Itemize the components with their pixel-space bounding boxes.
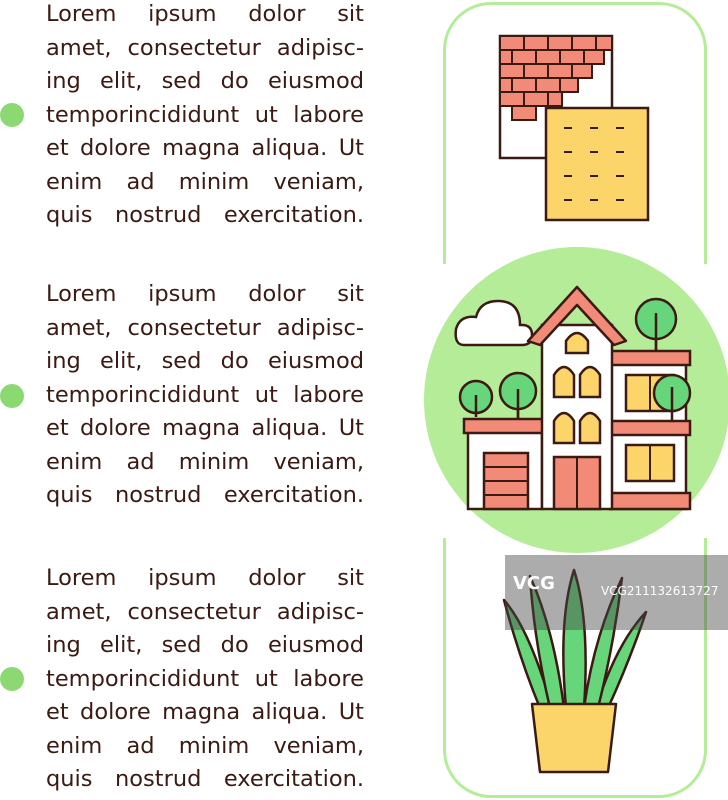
text-line: et dolore magna aliqua. Ut [46, 135, 364, 161]
text-line: enim ad minim veniam, [46, 448, 364, 475]
text-line: ing elit, sed do eiusmod [46, 632, 364, 658]
watermark-logo: VCG [513, 573, 555, 594]
text-block-1 [46, 0, 364, 233]
text-block-3 [46, 562, 364, 797]
text-line: et dolore magna aliqua. Ut [46, 699, 364, 725]
bullet-dot [0, 103, 24, 127]
bullet-dot [0, 384, 24, 408]
brick-wall-and-plaster-icon [440, 0, 710, 260]
house-with-trees-icon [420, 245, 728, 555]
text-line: Lorem ipsum dolor sit [46, 565, 364, 591]
text-line: amet, consectetur adipisc- [46, 598, 364, 625]
text-line: temporincididunt ut labore [46, 101, 364, 128]
text-line: quis nostrud exercitation. [46, 482, 364, 508]
text-line: et dolore magna aliqua. Ut [46, 415, 364, 441]
text-line: quis nostrud exercitation. [46, 766, 364, 792]
text-line: Lorem ipsum dolor sit [46, 1, 364, 27]
text-line: amet, consectetur adipisc- [46, 34, 364, 61]
text-line: ing elit, sed do eiusmod [46, 348, 364, 374]
text-line: amet, consectetur adipisc- [46, 314, 364, 341]
text-block-2 [46, 278, 364, 513]
text-line: temporincididunt ut labore [46, 381, 364, 408]
text-line: enim ad minim veniam, [46, 168, 364, 195]
text-line: quis nostrud exercitation. [46, 202, 364, 228]
bullet-dot [0, 667, 24, 691]
text-line: enim ad minim veniam, [46, 732, 364, 759]
text-line: Lorem ipsum dolor sit [46, 281, 364, 307]
watermark-id: VCG211132613727 [601, 584, 719, 598]
text-line: ing elit, sed do eiusmod [46, 68, 364, 94]
watermark [505, 555, 728, 630]
text-line: temporincididunt ut labore [46, 665, 364, 692]
